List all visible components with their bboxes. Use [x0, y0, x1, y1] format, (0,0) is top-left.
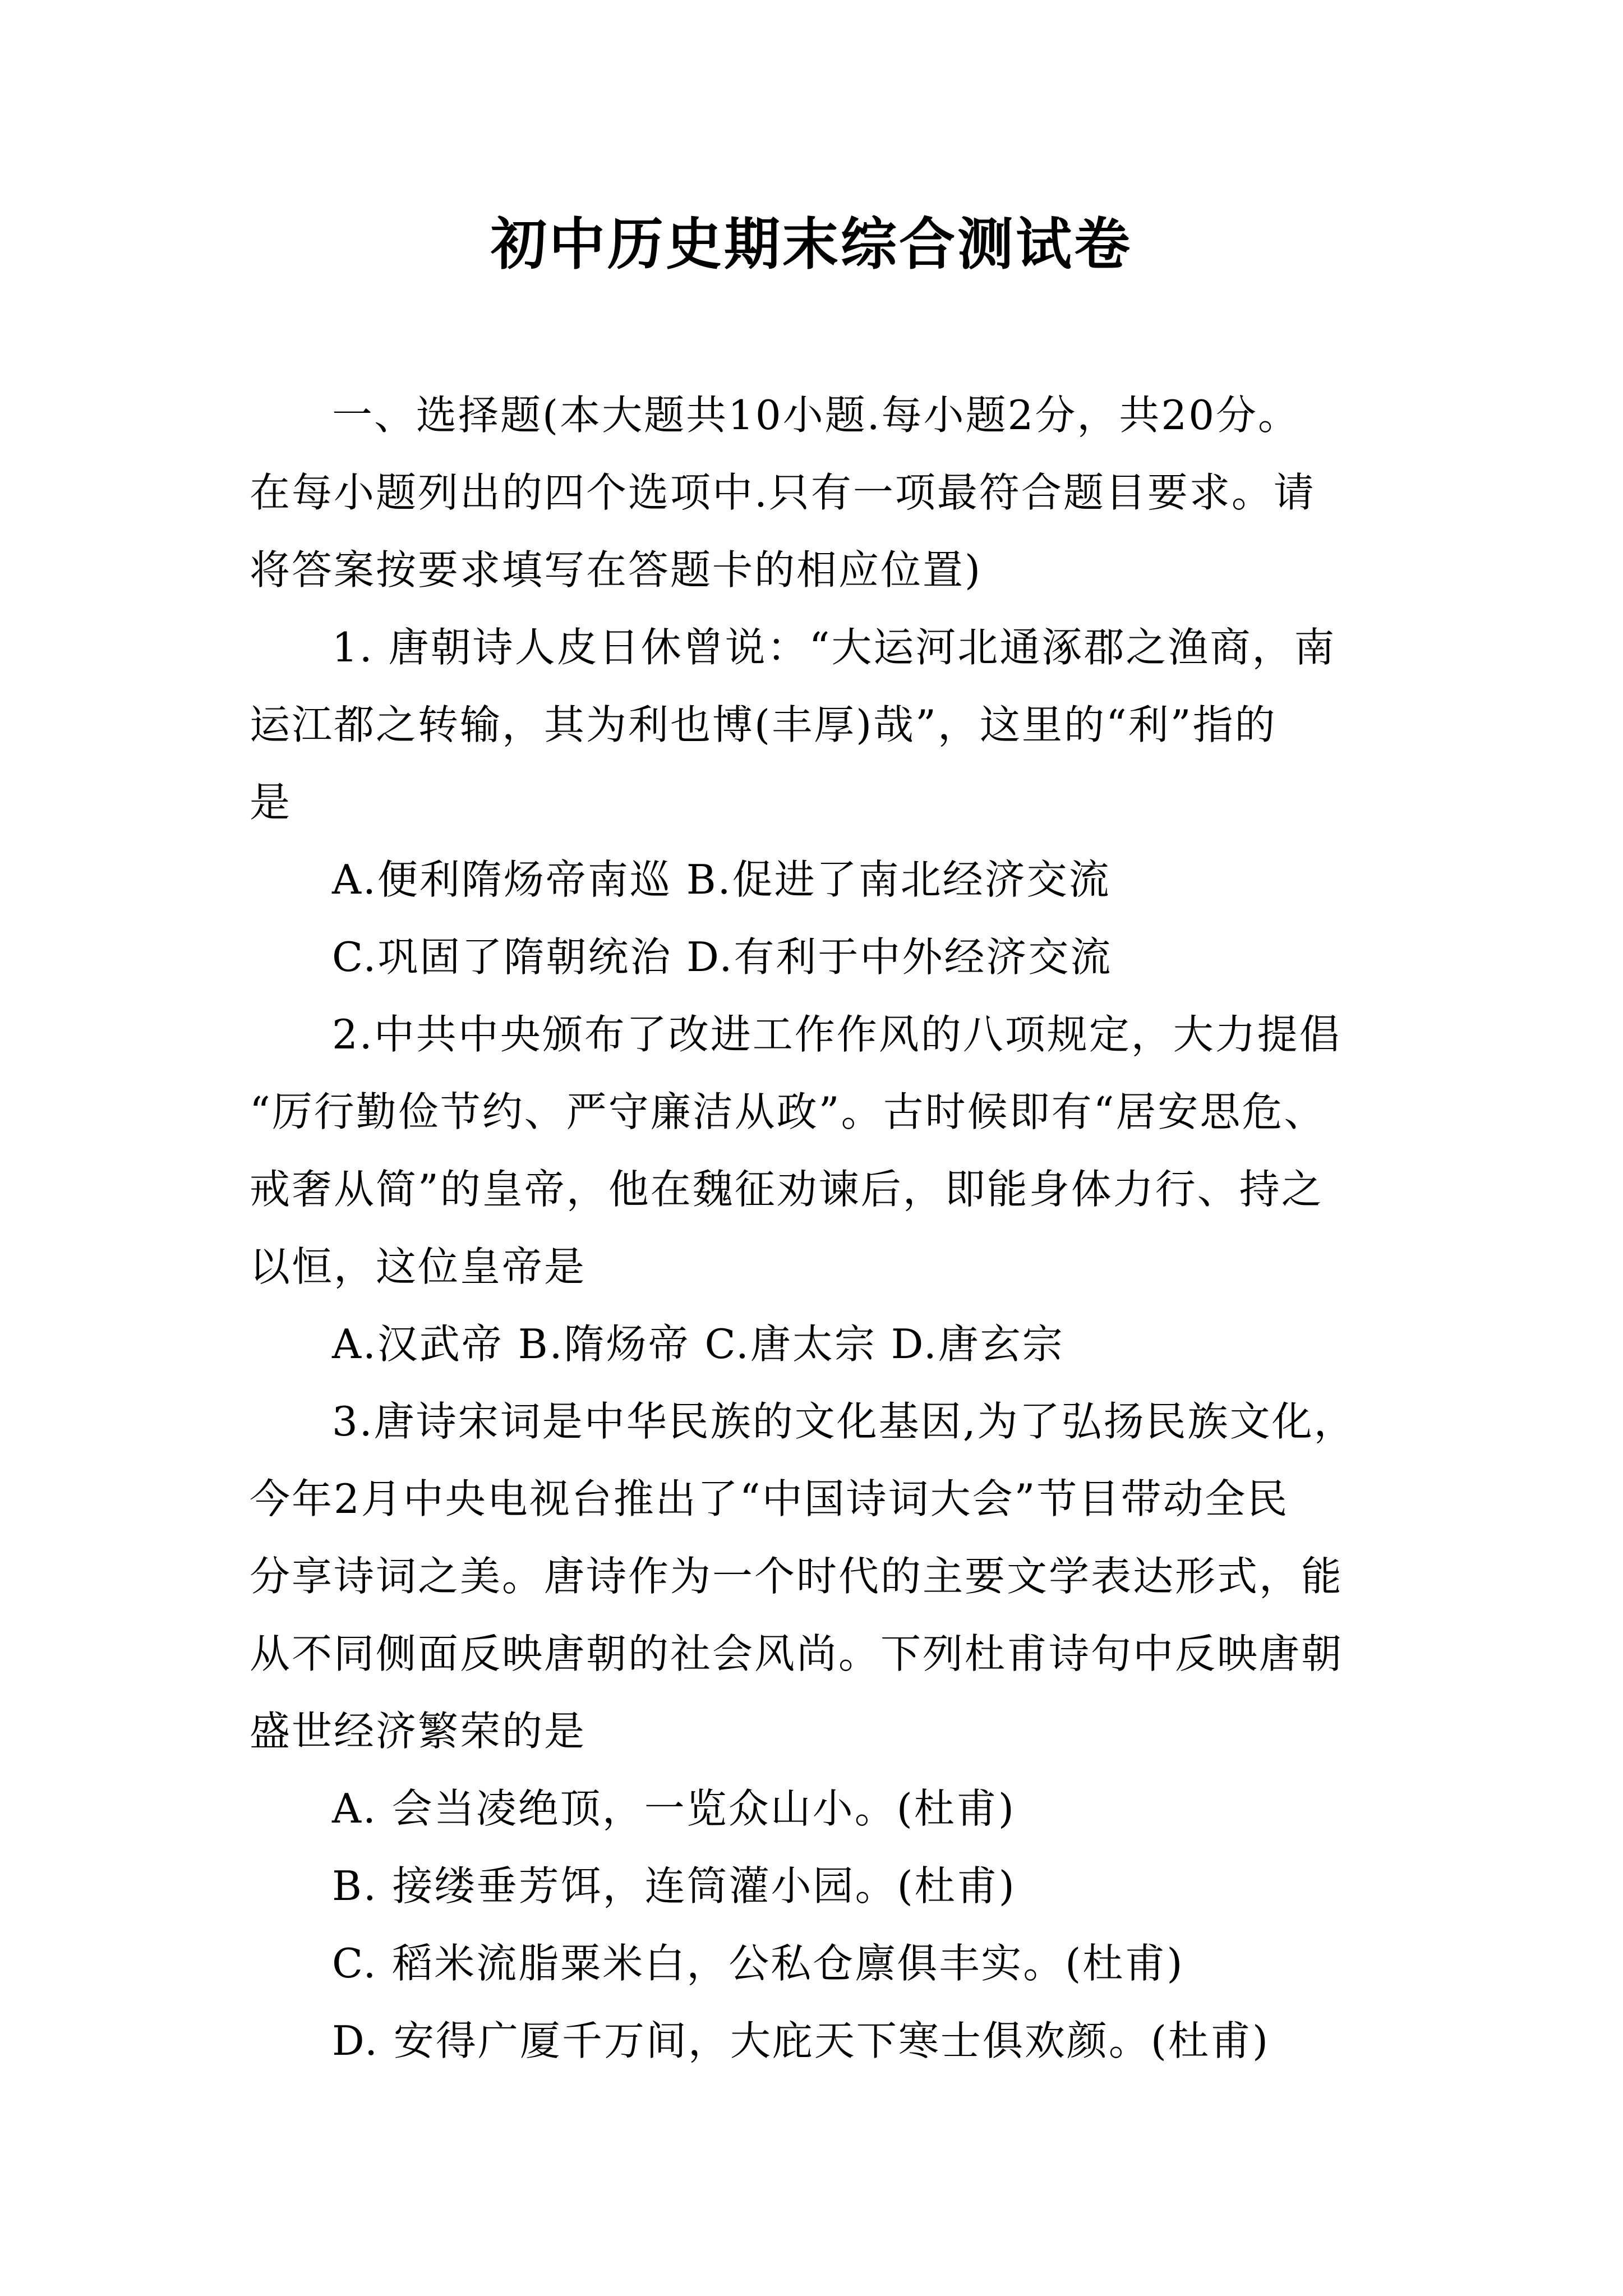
section-header-line-2: 在每小题列出的四个选项中.只有一项最符合题目要求。请 [250, 469, 1316, 516]
document-title: 初中历史期末综合测试卷 [491, 211, 1132, 277]
question-2-line-1: 2.中共中央颁布了改进工作作风的八项规定，大力提倡 [332, 1011, 1341, 1058]
section-header-line-3: 将答案按要求填写在答题卡的相应位置) [250, 546, 983, 593]
question-2-line-2: “厉行勤俭节约、严守廉洁从政”。古时候即有“居安思危、 [250, 1088, 1326, 1135]
question-1-line-2: 运江都之转输，其为利也博(丰厚)哉”，这里的“利”指的 [250, 701, 1277, 748]
question-3-line-1: 3.唐诗宋词是中华民族的文化基因,为了弘扬民族文化， [332, 1398, 1356, 1445]
question-2-line-3: 戒奢从简”的皇帝，他在魏征劝谏后，即能身体力行、持之 [250, 1166, 1324, 1213]
question-1-option-line-1: A.便利隋炀帝南巡 B.促进了南北经济交流 [332, 856, 1111, 903]
question-3-option-b: B. 接缕垂芳饵，连筒灌小园。(杜甫) [332, 1862, 1016, 1910]
question-2-line-4: 以恒，这位皇帝是 [250, 1243, 587, 1290]
question-2-option-line-1: A.汉武帝 B.隋炀帝 C.唐太宗 D.唐玄宗 [332, 1320, 1064, 1368]
question-3-line-2: 今年2月中央电视台推出了“中国诗词大会”节目带动全民 [250, 1475, 1289, 1522]
question-3-option-a: A. 会当凌绝顶，一览众山小。(杜甫) [332, 1785, 1016, 1832]
question-3-line-3: 分享诗词之美。唐诗作为一个时代的主要文学表达形式，能 [250, 1553, 1344, 1600]
question-3-option-d: D. 安得广厦千万间，大庇天下寒士俱欢颜。(杜甫) [332, 2017, 1270, 2064]
question-1-line-3: 是 [250, 779, 292, 826]
question-3-line-5: 盛世经济繁荣的是 [250, 1708, 587, 1755]
question-1-line-1: 1. 唐朝诗人皮日休曾说：“大运河北通涿郡之渔商，南 [332, 624, 1336, 671]
section-header-line-1: 一、选择题(本大题共10小题.每小题2分，共20分。 [332, 392, 1301, 439]
question-3-line-4: 从不同侧面反映唐朝的社会风尚。下列杜甫诗句中反映唐朝 [250, 1630, 1344, 1677]
question-1-option-line-2: C.巩固了隋朝统治 D.有利于中外经济交流 [332, 933, 1113, 981]
question-3-option-c: C. 稻米流脂粟米白，公私仓廪俱丰实。(杜甫) [332, 1940, 1184, 1987]
